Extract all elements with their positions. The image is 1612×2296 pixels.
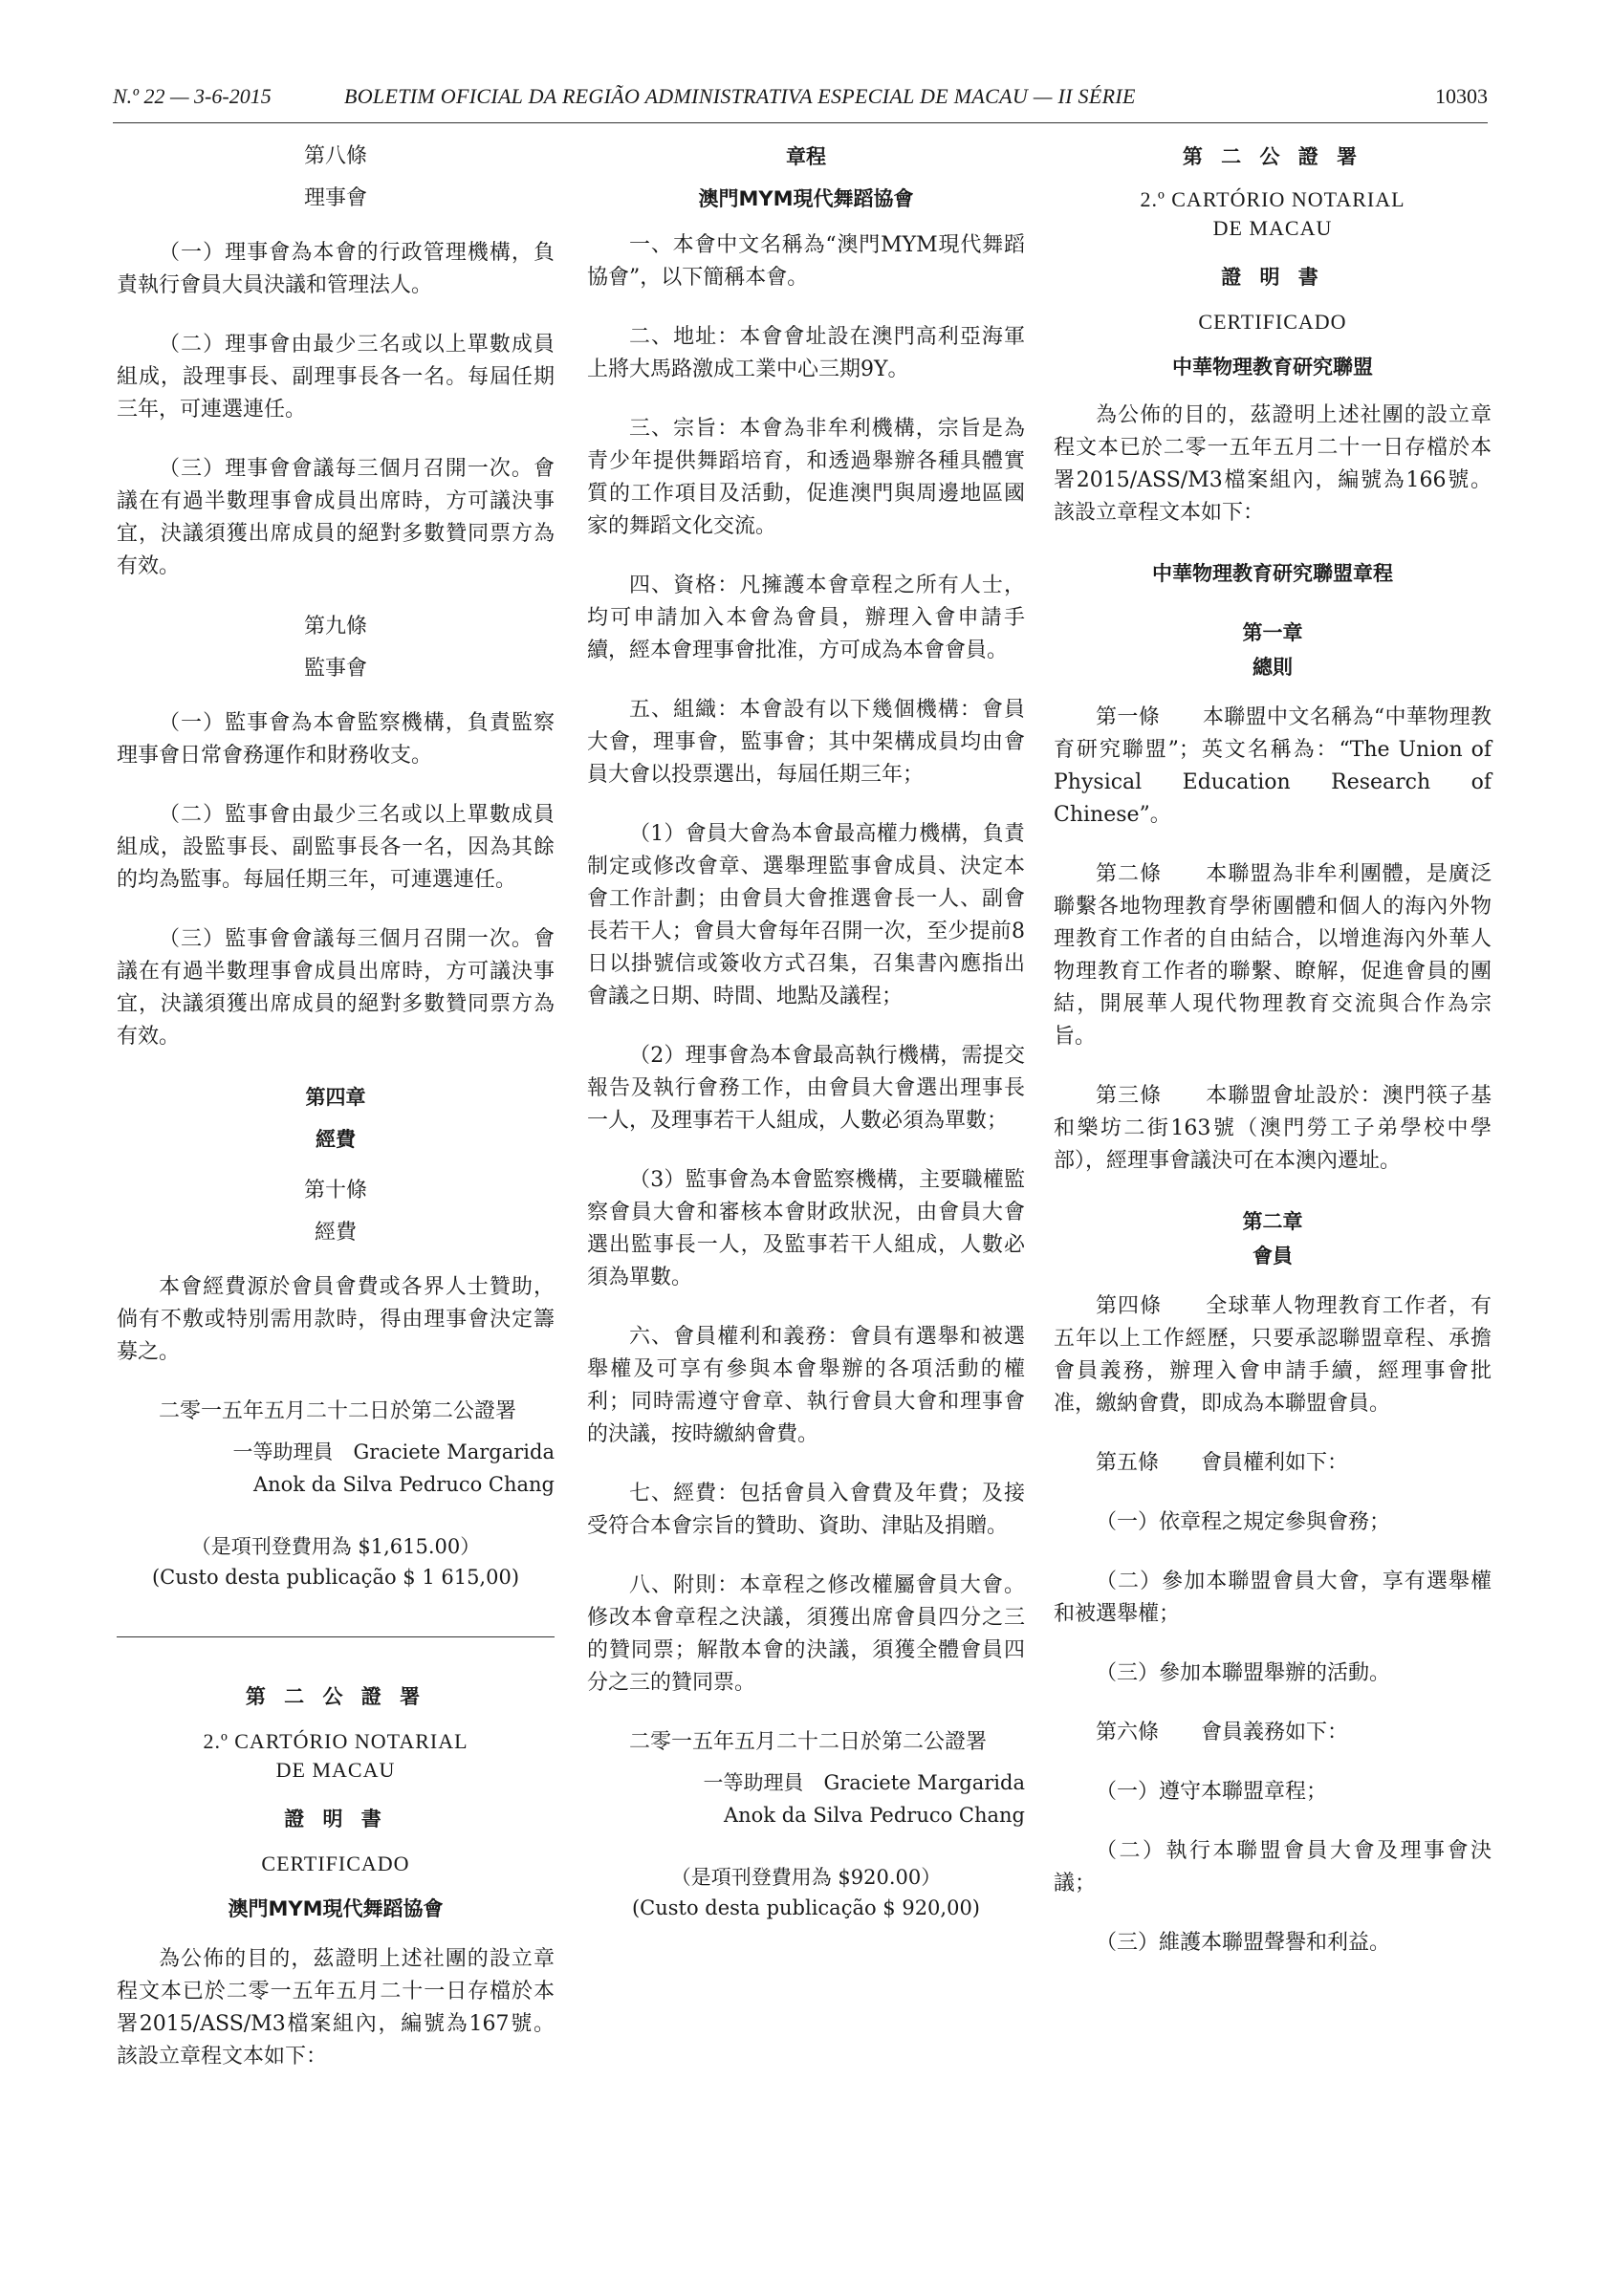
- certificate-title-zh: 證 明 書: [1221, 266, 1324, 289]
- statute-heading: 章程: [786, 145, 826, 168]
- article-10-title: 第十條: [303, 1179, 367, 1202]
- chapter-2-subtitle: 會員: [1253, 1245, 1293, 1267]
- publication-title: BOLETIM OFICIAL DA REGIÃO ADMINISTRATIVA ESPECIAL DE MACAU — II SÉRIE: [344, 84, 1136, 108]
- article-9-subtitle: 監事會: [303, 657, 367, 681]
- article-10-subtitle: 經費: [314, 1221, 357, 1245]
- column-right: [1054, 140, 1492, 1986]
- notary-office-pt-line-1: 2.º CARTÓRIO NOTARIAL: [203, 1729, 468, 1753]
- article-3: 第三條 本聯盟會址設於：澳門筷子基和樂坊二街163號（澳門勞工子弟學校中學部），經理事會議決可在本澳內遷址。: [1054, 1084, 1492, 1173]
- certificate-intro: 為公佈的目的，茲證明上述社團的設立章程文本已於二零一五年五月二十一日存檔於本署2015/ASS/M3檔案組內，編號為167號。該設立章程文本如下：: [117, 1947, 555, 2069]
- publication-cost-pt: (Custo desta publicação $ 920,00): [631, 1896, 981, 1919]
- article-5-item-1: （一）依章程之規定參與會務；: [1096, 1510, 1391, 1534]
- article-6: 第六條 會員義務如下：: [1096, 1721, 1349, 1744]
- union-name: 中華物理教育研究聯盟: [1172, 356, 1373, 379]
- article-8-paragraph-1: （一）理事會為本會的行政管理機構，負責執行會員大員決議和管理法人。: [117, 241, 555, 297]
- certificate-title-pt: CERTIFICADO: [1198, 310, 1347, 334]
- certificate-title-pt: CERTIFICADO: [261, 1852, 410, 1875]
- statute-clause-5-1: （1）會員大會為本會最高權力機構，負責制定或修改會章、選舉理監事會成員、決定本會工作計劃；由會員大會推選會長一人、副會長若干人；會員大會每年召開一次，至少提前8日以掛號信或簽收方式召集，召集書內應指出會議之日期、時間、地點及議程；: [587, 822, 1025, 1008]
- notary-office-zh: 第 二 公 證 署: [245, 1685, 426, 1708]
- article-4: 第四條 全球華人物理教育工作者，有五年以上工作經歷，只要承認聯盟章程、承擔會員義務，辦理入會申請手續，經理事會批准，繳納會費，即成為本聯盟會員。: [1054, 1294, 1492, 1416]
- notary-office-pt-line-2: DE MACAU: [1212, 216, 1333, 240]
- article-8-paragraph-3: （三）理事會會議每三個月召開一次。會議在有過半數理事會成員出席時，方可議決事宜，決議須獲出席成員的絕對多數贊同票方為有效。: [117, 457, 555, 578]
- article-5-item-3: （三）參加本聯盟舉辦的活動。: [1096, 1661, 1391, 1685]
- signature-line-1: 一等助理員 Graciete Margarida: [232, 1440, 555, 1463]
- article-6-item-3: （三）維護本聯盟聲譽和利益。: [1096, 1931, 1391, 1955]
- article-6-item-1: （一）遵守本聯盟章程；: [1096, 1780, 1328, 1804]
- column-middle: [587, 140, 1025, 1923]
- publication-cost-zh: （是項刊登費用為 $1,615.00）: [190, 1535, 481, 1558]
- association-name: 澳門MYM現代舞蹈協會: [228, 1897, 444, 1920]
- column-left: [117, 140, 555, 2100]
- statute-clause-5-2: （2）理事會為本會最高執行機構，需提交報告及執行會務工作，由會員大會選出理事長一人，及理事若干人組成，人數必須為單數；: [587, 1044, 1025, 1133]
- page-header: [113, 80, 1488, 119]
- article-9-paragraph-2: （二）監事會由最少三名或以上單數成員組成，設監事長、副監事長各一名，因為其餘的均為監事。每屆任期三年，可連選連任。: [117, 803, 555, 892]
- article-2: 第二條 本聯盟為非牟利團體，是廣泛聯繫各地物理教育學術團體和個人的海內外物理教育工作者的自由結合，以增進海內外華人物理教育工作者的聯繫、瞭解，促進會員的團結，開展華人現代物理教育交流與合作為宗旨。: [1054, 862, 1492, 1049]
- chapter-1-subtitle: 總則: [1253, 656, 1293, 679]
- statute-clause-3: 三、宗旨：本會為非牟利機構，宗旨是為青少年提供舞蹈培育，和透過舉辦各種具體實質的工作項目及活動，促進澳門與周邊地區國家的舞蹈文化交流。: [587, 417, 1025, 538]
- chapter-4-title: 第四章: [305, 1086, 366, 1109]
- article-8-title: 第八條: [303, 144, 367, 168]
- article-8-subtitle: 理事會: [303, 186, 367, 210]
- publication-cost-zh: （是項刊登費用為 $920.00）: [670, 1866, 942, 1889]
- date-line: 二零一五年五月二十二日於第二公證署: [159, 1399, 517, 1423]
- signature-line-2: Anok da Silva Pedruco Chang: [252, 1473, 555, 1496]
- signature-line-1: 一等助理員 Graciete Margarida: [703, 1771, 1025, 1794]
- article-1: 第一條 本聯盟中文名稱為“中華物理教育研究聯盟”；英文名稱為：“The Union of Physical Education Research of Chinese”。: [1054, 705, 1492, 827]
- page-number: 10303: [1435, 84, 1488, 108]
- article-5: 第五條 會員權利如下：: [1096, 1451, 1349, 1475]
- statute-clause-8: 八、附則：本章程之修改權屬會員大會。修改本會章程之決議，須獲出席會員四分之三的贊同票；解散本會的決議，須獲全體會員四分之三的贊同票。: [587, 1573, 1025, 1695]
- notary-office-zh: 第 二 公 證 署: [1182, 145, 1363, 168]
- union-statute-title: 中華物理教育研究聯盟章程: [1152, 562, 1393, 585]
- statute-association-name: 澳門MYM現代舞蹈協會: [698, 187, 914, 210]
- notary-office-pt-line-2: DE MACAU: [275, 1758, 396, 1782]
- article-9-title: 第九條: [303, 615, 367, 639]
- chapter-1-title: 第一章: [1242, 621, 1303, 644]
- certificate-intro: 為公佈的目的，茲證明上述社團的設立章程文本已於二零一五年五月二十一日存檔於本署2015/ASS/M3檔案組內，編號為166號。該設立章程文本如下：: [1054, 403, 1492, 525]
- notary-office-pt-line-1: 2.º CARTÓRIO NOTARIAL: [1140, 187, 1405, 211]
- article-8-paragraph-2: （二）理事會由最少三名或以上單數成員組成，設理事長、副理事長各一名。每屆任期三年，可連選連任。: [117, 333, 555, 422]
- certificate-title-zh: 證 明 書: [284, 1808, 387, 1830]
- statute-clause-5-3: （3）監事會為本會監察機構，主要職權監察會員大會和審核本會財政狀況，由會員大會選出監事長一人，及監事若干人組成，人數必須為單數。: [587, 1168, 1025, 1289]
- article-5-item-2: （二）參加本聯盟會員大會，享有選舉權和被選舉權；: [1054, 1570, 1492, 1626]
- issue-number: N.º 22 — 3-6-2015: [113, 84, 272, 108]
- article-9-paragraph-3: （三）監事會會議每三個月召開一次。會議在有過半數理事會成員出席時，方可議決事宜，決議須獲出席成員的絕對多數贊同票方為有效。: [117, 927, 555, 1049]
- statute-clause-6: 六、會員權利和義務：會員有選舉和被選舉權及可享有參與本會舉辦的各項活動的權利；同時需遵守會章、執行會員大會和理事會的決議，按時繳納會費。: [587, 1325, 1025, 1446]
- statute-clause-2: 二、地址：本會會址設在澳門高利亞海軍上將大馬路激成工業中心三期9Y。: [587, 325, 1025, 381]
- statute-clause-4: 四、資格：凡擁護本會章程之所有人士，均可申請加入本會為會員，辦理入會申請手續，經本會理事會批准，方可成為本會會員。: [587, 574, 1025, 662]
- chapter-4-subtitle: 經費: [316, 1128, 356, 1151]
- article-9-paragraph-1: （一）監事會為本會監察機構，負責監察理事會日常會務運作和財務收支。: [117, 711, 555, 768]
- statute-clause-5: 五、組織：本會設有以下幾個機構：會員大會，理事會，監事會；其中架構成員均由會員大會以投票選出，每屆任期三年；: [587, 698, 1025, 787]
- signature-line-2: Anok da Silva Pedruco Chang: [723, 1804, 1025, 1827]
- header-rule: [113, 122, 1488, 123]
- section-divider: [117, 1636, 555, 1637]
- date-line: 二零一五年五月二十二日於第二公證署: [629, 1730, 988, 1754]
- chapter-2-title: 第二章: [1242, 1210, 1303, 1233]
- publication-cost-pt: (Custo desta publicação $ 1 615,00): [151, 1566, 520, 1589]
- article-6-item-2: （二）執行本聯盟會員大會及理事會決議；: [1054, 1839, 1492, 1895]
- statute-clause-7: 七、經費：包括會員入會費及年費；及接受符合本會宗旨的贊助、資助、津貼及捐贈。: [587, 1482, 1025, 1538]
- article-10-paragraph-1: 本會經費源於會員會費或各界人士贊助，倘有不敷或特別需用款時，得由理事會決定籌募之。: [117, 1275, 555, 1364]
- statute-clause-1: 一、本會中文名稱為“澳門MYM現代舞蹈協會”，以下簡稱本會。: [587, 233, 1025, 290]
